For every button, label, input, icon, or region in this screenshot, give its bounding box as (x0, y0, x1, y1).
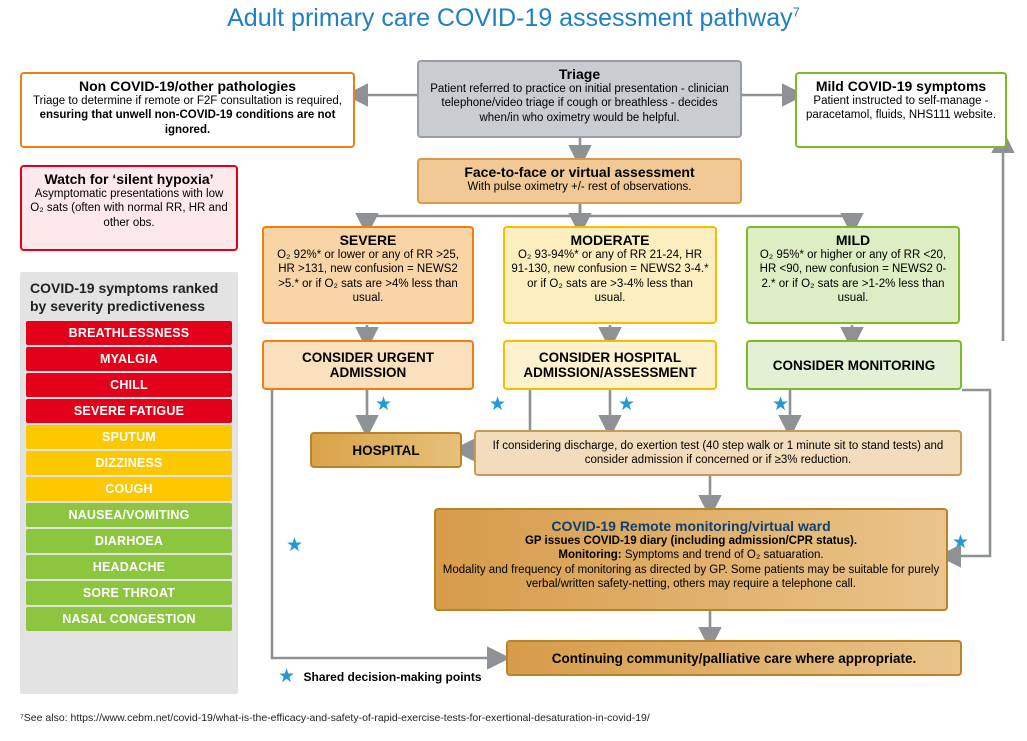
symptom-item: SPUTUM (26, 425, 232, 449)
symptom-item: NASAL CONGESTION (26, 607, 232, 631)
symptom-item: SORE THROAT (26, 581, 232, 605)
decision-star-icon: ★ (489, 394, 507, 415)
symptom-item: MYALGIA (26, 347, 232, 371)
remote-monitoring-box (434, 508, 948, 611)
symptom-item: DIARHOEA (26, 529, 232, 553)
hospital-heading: HOSPITAL (352, 442, 420, 458)
decision-star-icon: ★ (952, 532, 970, 553)
decision-star-icon: ★ (772, 394, 790, 415)
assessment-body: With pulse oximetry +/- rest of observations. (467, 181, 692, 193)
page-title-text: Adult primary care COVID-19 assessment pathway (227, 4, 793, 32)
non-covid-body-text: Triage to determine if remote or F2F consultation is required, (33, 95, 342, 107)
silent-hypoxia-body: Asymptomatic presentations with low O₂ sats (often with normal RR, HR and other obs. (30, 188, 228, 229)
triage-body: Patient referred to practice on initial presentation - clinician telephone/video triage if cough or breathless - decides when/in who oximetry would be helpful. (430, 83, 729, 124)
non-covid-box (20, 72, 355, 148)
mild-heading: MILD (835, 232, 871, 248)
remote-monitoring-line2: GP issues COVID-19 diary (including admission/CPR status). (524, 535, 858, 547)
decision-star-icon: ★ (618, 394, 636, 415)
triage-heading: Triage (558, 66, 601, 82)
silent-hypoxia-box (20, 165, 238, 251)
symptom-item: SEVERE FATIGUE (26, 399, 232, 423)
symptom-item: NAUSEA/VOMITING (26, 503, 232, 527)
symptom-item: CHILL (26, 373, 232, 397)
consider-monitoring-heading: CONSIDER MONITORING (772, 357, 936, 373)
symptom-legend-title: COVID-19 symptoms ranked by severity predictiveness (30, 280, 219, 314)
mild-symptoms-box (795, 72, 1007, 148)
non-covid-body-bold: ensuring that unwell non-COVID-19 conditions are not ignored. (39, 109, 336, 136)
legend-key (278, 667, 578, 686)
remote-monitoring-line3-label: Monitoring: (558, 549, 622, 562)
page-title (0, 4, 1027, 33)
non-covid-heading: Non COVID-19/other pathologies (78, 78, 296, 94)
remote-monitoring-line3-text: Symptoms and trend of O₂ satuaration. (621, 549, 824, 562)
assessment-box (417, 158, 742, 204)
moderate-heading: MODERATE (570, 232, 650, 248)
mild-symptoms-heading: Mild COVID-19 symptoms (815, 78, 987, 94)
remote-monitoring-heading: COVID-19 Remote monitoring/virtual ward (551, 518, 831, 534)
severe-heading: SEVERE (339, 232, 397, 248)
moderate-body: O₂ 93-94%* or any of RR 21-24, HR 91-130, new confusion = NEWS2 3-4.* or if O₂ sats are >3-4% less than usual. (511, 249, 709, 305)
assessment-heading: Face-to-face or virtual assessment (464, 164, 695, 180)
consider-hospital-admission-box (503, 340, 717, 390)
symptom-list (20, 321, 238, 631)
symptom-item: COUGH (26, 477, 232, 501)
consider-urgent-admission-heading: CONSIDER URGENT ADMISSION (301, 350, 434, 380)
key-star-label: Shared decision-making points (303, 669, 482, 684)
page-title-superscript: 7 (792, 4, 800, 20)
symptom-item: BREATHLESSNESS (26, 321, 232, 345)
hospital-box (310, 432, 462, 468)
decision-star-icon: ★ (286, 535, 304, 556)
mild-box (746, 226, 960, 324)
severe-body: O₂ 92%* or lower or any of RR >25, HR >131, new confusion = NEWS2 >5.* or if O₂ sats are >4% less than usual. (277, 249, 459, 305)
mild-symptoms-body: Patient instructed to self-manage - paracetamol, fluids, NHS111 website. (805, 95, 997, 122)
remote-monitoring-line4: Modality and frequency of monitoring as directed by GP. Some patients may be suitable for purely verbal/written safety-netting, others may require a telephone call. (442, 563, 940, 591)
moderate-box (503, 226, 717, 324)
severe-box (262, 226, 474, 324)
exertion-test-box (474, 430, 962, 476)
consider-hospital-admission-heading: CONSIDER HOSPITAL ADMISSION/ASSESSMENT (523, 350, 697, 380)
exertion-test-body: If considering discharge, do exertion test (40 step walk or 1 minute sit to stand tests) and consider admission if concerned or if ≥3% reduction. (492, 439, 944, 466)
symptom-item: DIZZINESS (26, 451, 232, 475)
non-covid-body (28, 94, 347, 137)
consider-urgent-admission-box (262, 340, 474, 390)
triage-box (417, 60, 742, 138)
symptom-item: HEADACHE (26, 555, 232, 579)
silent-hypoxia-heading: Watch for ‘silent hypoxia’ (44, 171, 214, 187)
footnote: ⁷See also: https://www.cebm.net/covid-19/what-is-the-efficacy-and-safety-of-rapid-exercise-tests-for-exertional-desaturation-in-covid-19/ (20, 712, 650, 724)
mild-body: O₂ 95%* or higher or any of RR <20, HR <90, new confusion = NEWS2 0-2.* or if O₂ sats are >1-2% less than usual. (759, 249, 947, 305)
symptom-legend-panel (20, 272, 238, 694)
decision-star-icon: ★ (375, 394, 393, 415)
consider-monitoring-box (746, 340, 962, 390)
remote-monitoring-line3 (442, 548, 940, 562)
palliative-care-heading: Continuing community/palliative care where appropriate. (551, 650, 917, 666)
key-star-icon: ★ (278, 666, 296, 687)
